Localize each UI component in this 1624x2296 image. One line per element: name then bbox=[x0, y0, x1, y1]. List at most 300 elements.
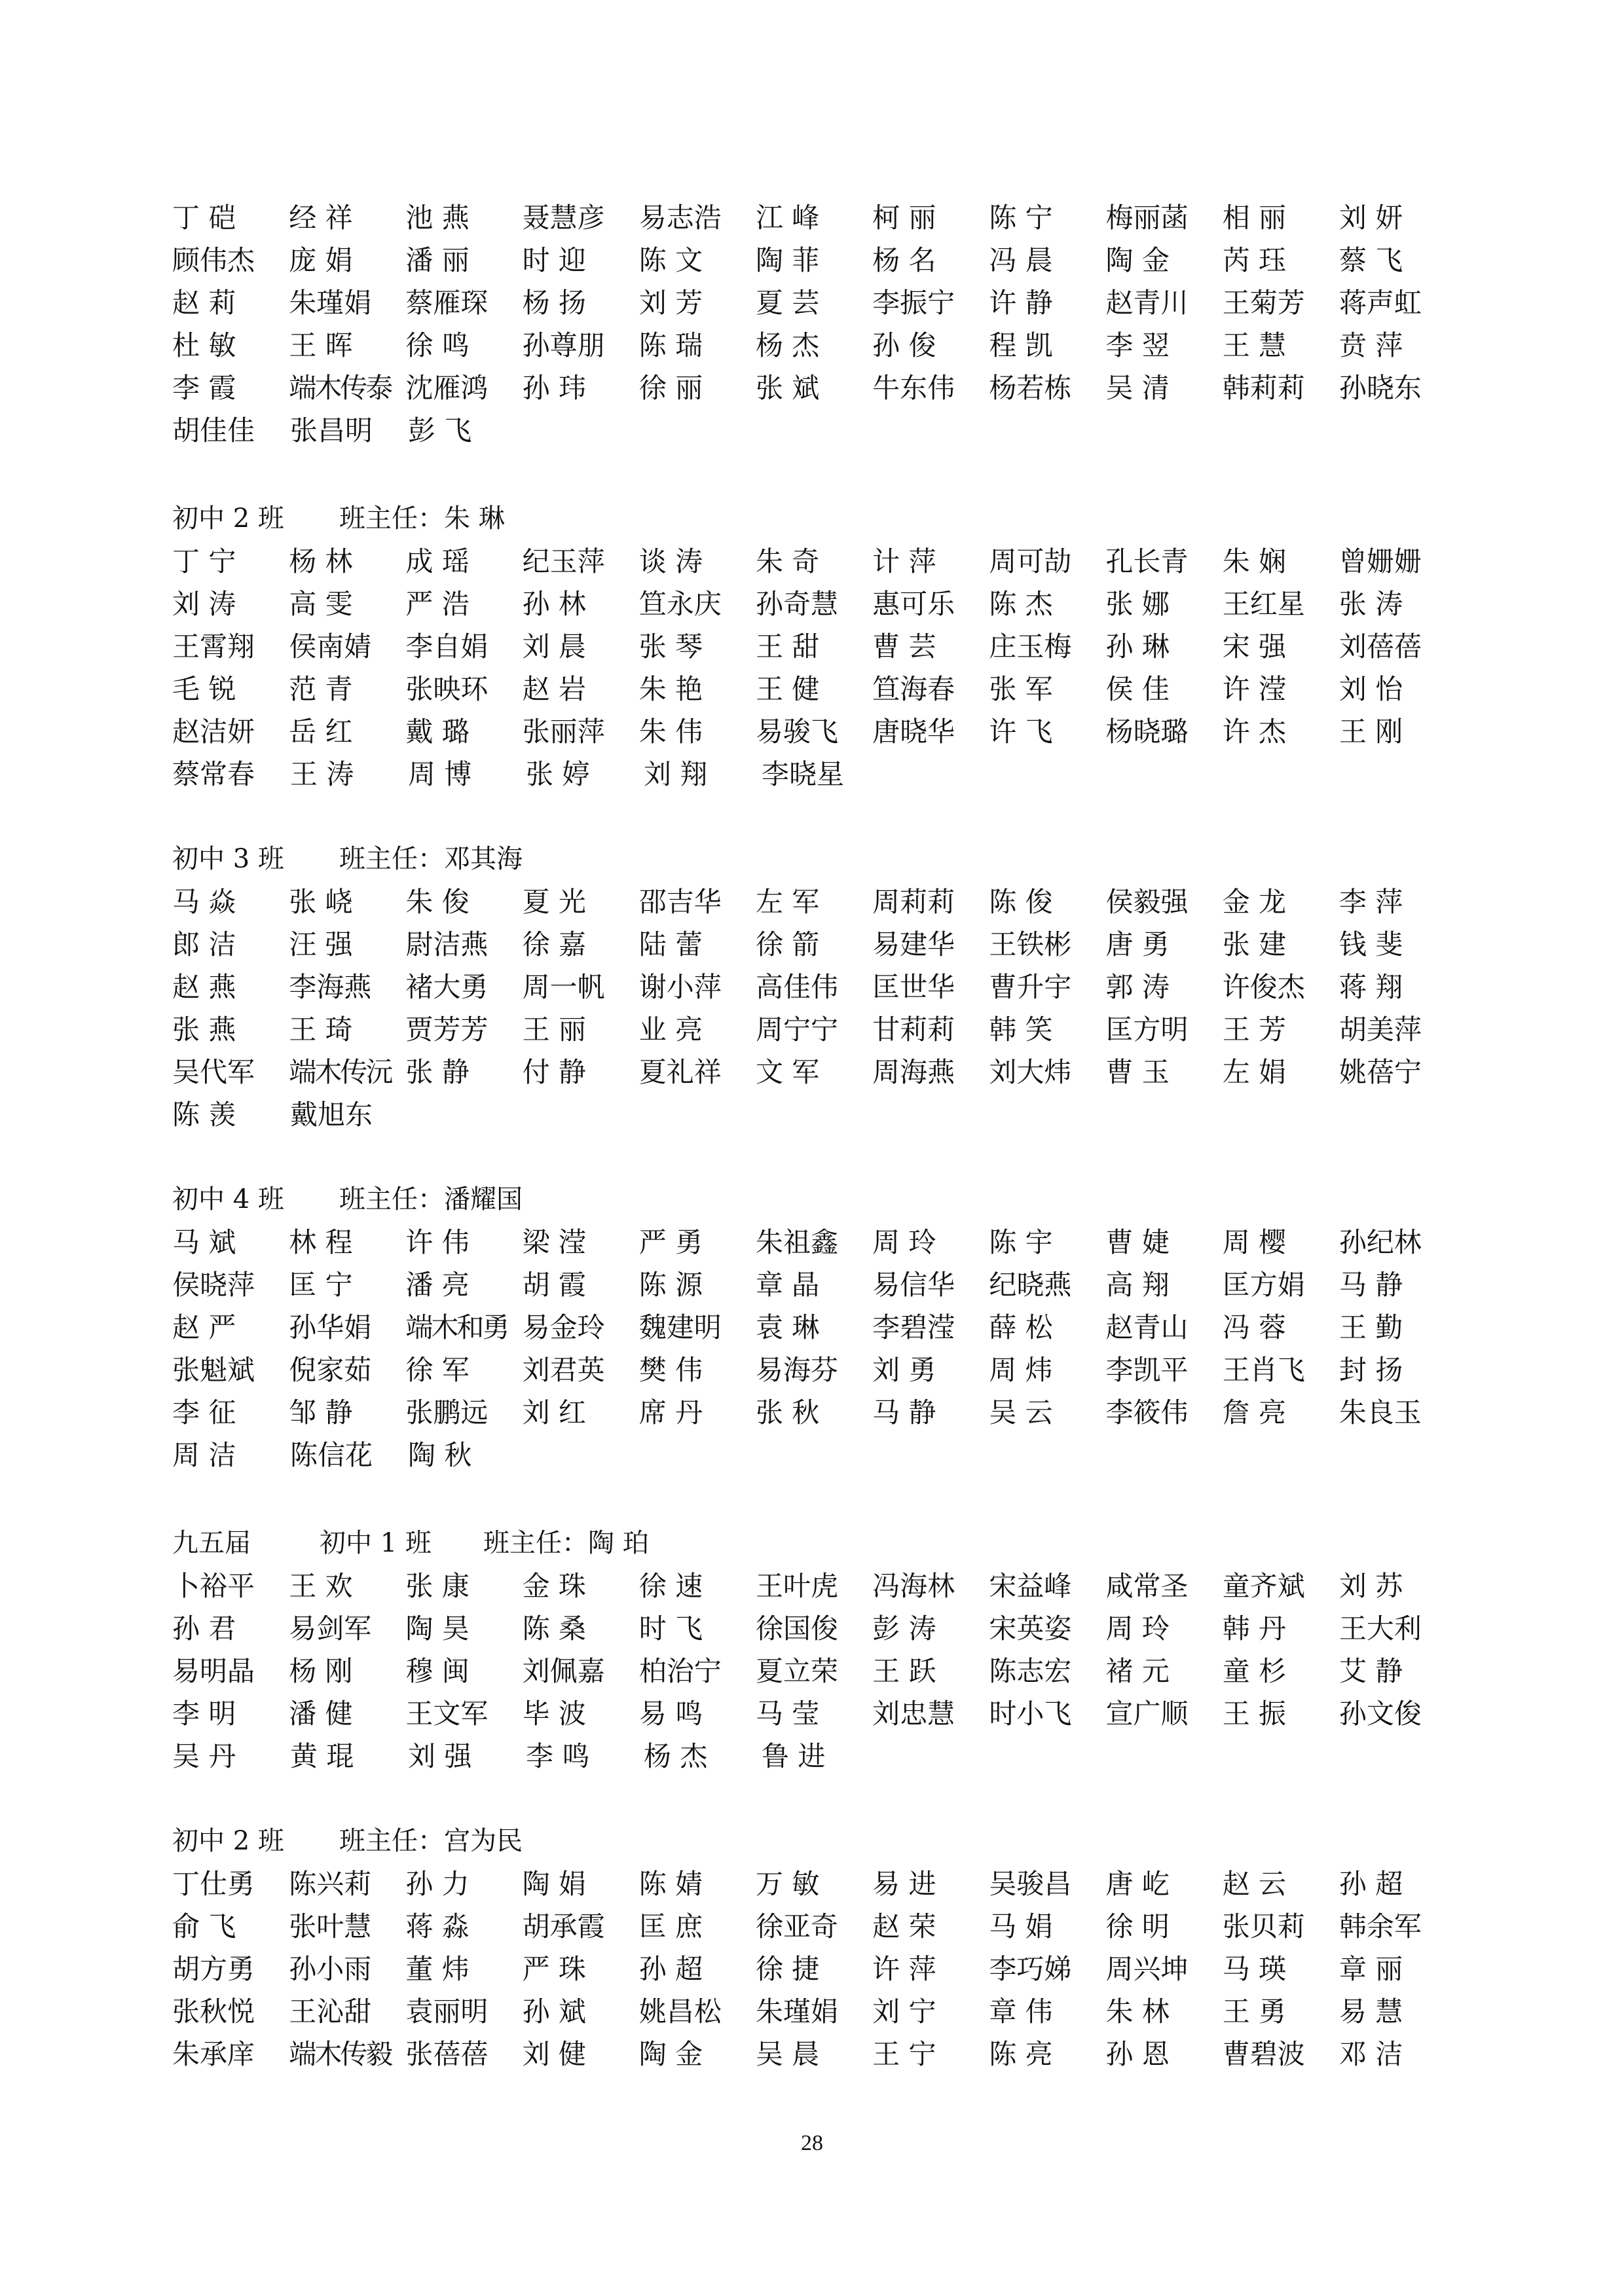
student-name: 唐晓华 bbox=[872, 716, 955, 748]
student-name: 童 杉 bbox=[1222, 1655, 1287, 1687]
class-name: 初中 1 班 bbox=[320, 1528, 432, 1558]
student-row bbox=[172, 753, 1456, 795]
student-name: 席 丹 bbox=[638, 1396, 703, 1429]
student-name: 陶 秋 bbox=[408, 1439, 472, 1471]
student-name: 杨 杰 bbox=[755, 329, 820, 361]
student-name: 徐 捷 bbox=[755, 1953, 820, 1985]
student-name: 张魁斌 bbox=[172, 1354, 255, 1386]
student-name: 吴 云 bbox=[989, 1396, 1053, 1429]
student-name: 夏礼祥 bbox=[638, 1056, 722, 1088]
student-name: 周可劼 bbox=[989, 545, 1072, 577]
student-name: 宋 强 bbox=[1222, 630, 1287, 663]
student-name: 易信华 bbox=[872, 1269, 955, 1301]
student-name: 孙 俊 bbox=[872, 329, 936, 361]
student-name: 彭 涛 bbox=[872, 1613, 936, 1645]
student-row bbox=[172, 1306, 1456, 1349]
student-name: 江 峰 bbox=[755, 202, 820, 234]
student-name: 易金玲 bbox=[522, 1311, 605, 1343]
student-name: 端木和勇 bbox=[405, 1311, 508, 1343]
student-name: 马 斌 bbox=[172, 1226, 236, 1258]
student-name: 刘 健 bbox=[522, 2038, 586, 2070]
student-name: 柏治宁 bbox=[638, 1655, 722, 1687]
student-row bbox=[172, 2033, 1456, 2075]
student-name: 王 甜 bbox=[755, 630, 820, 663]
student-name: 陈 杰 bbox=[989, 588, 1053, 620]
student-name: 朱承庠 bbox=[172, 2038, 255, 2070]
homeroom-teacher: 班主任：宫为民 bbox=[339, 1826, 523, 1856]
student-name: 曾姗姗 bbox=[1338, 545, 1422, 577]
student-name: 张 燕 bbox=[172, 1013, 236, 1046]
student-row bbox=[172, 966, 1456, 1008]
student-name: 周兴坤 bbox=[1105, 1953, 1189, 1985]
student-name: 章 丽 bbox=[1338, 1953, 1403, 1985]
student-name: 刘 翔 bbox=[644, 758, 708, 790]
student-name: 杨 名 bbox=[872, 244, 936, 276]
student-name: 顾伟杰 bbox=[172, 244, 255, 276]
student-name: 高 雯 bbox=[289, 588, 353, 620]
student-name: 韩余军 bbox=[1338, 1910, 1422, 1942]
student-name: 纪玉萍 bbox=[522, 545, 605, 577]
student-name: 邹 静 bbox=[289, 1396, 353, 1429]
student-name: 文 军 bbox=[755, 1056, 820, 1088]
student-name: 李 翌 bbox=[1105, 329, 1170, 361]
student-name: 易 慧 bbox=[1338, 1995, 1403, 2028]
student-row bbox=[172, 668, 1456, 710]
student-name: 付 静 bbox=[522, 1056, 586, 1088]
student-name: 徐 速 bbox=[638, 1570, 703, 1602]
student-name: 周 炜 bbox=[989, 1354, 1053, 1386]
student-name: 徐 军 bbox=[405, 1354, 470, 1386]
student-name: 董 炜 bbox=[405, 1953, 470, 1985]
homeroom-teacher: 班主任：朱 琳 bbox=[339, 503, 505, 534]
student-name: 陈 婧 bbox=[638, 1868, 703, 1900]
student-name: 马 静 bbox=[1338, 1269, 1403, 1301]
student-name: 易 鸣 bbox=[638, 1698, 703, 1730]
student-name: 高 翔 bbox=[1105, 1269, 1170, 1301]
student-name: 王 刚 bbox=[1338, 716, 1403, 748]
student-name: 王菊芳 bbox=[1222, 287, 1305, 319]
student-name: 端木传沅 bbox=[289, 1056, 392, 1088]
student-name: 杨晓璐 bbox=[1105, 716, 1189, 748]
student-name: 蔡 飞 bbox=[1338, 244, 1403, 276]
student-name: 张鹏远 bbox=[405, 1396, 489, 1429]
student-name: 郭 涛 bbox=[1105, 971, 1170, 1003]
student-name: 许 滢 bbox=[1222, 673, 1287, 705]
student-name: 韩莉莉 bbox=[1222, 372, 1305, 404]
student-row bbox=[172, 1990, 1456, 2033]
class-name: 初中 4 班 bbox=[172, 1184, 284, 1214]
student-name: 倪家茹 bbox=[289, 1354, 372, 1386]
student-name: 端木传毅 bbox=[289, 2038, 392, 2070]
student-name: 邵吉华 bbox=[638, 886, 722, 918]
student-name: 陆 蕾 bbox=[638, 928, 703, 960]
student-name: 孙 力 bbox=[405, 1868, 470, 1900]
student-name: 张 琴 bbox=[638, 630, 703, 663]
student-name: 李凯平 bbox=[1105, 1354, 1189, 1386]
student-name: 邓 洁 bbox=[1338, 2038, 1403, 2070]
student-name: 马 焱 bbox=[172, 886, 236, 918]
student-name: 笪永庆 bbox=[638, 588, 722, 620]
student-name: 朱祖鑫 bbox=[755, 1226, 838, 1258]
student-name: 鲁 进 bbox=[762, 1740, 826, 1772]
student-name: 张 军 bbox=[989, 673, 1053, 705]
student-name: 王叶虎 bbox=[755, 1570, 838, 1602]
student-name: 刘蓓蓓 bbox=[1338, 630, 1422, 663]
student-name: 蒋 淼 bbox=[405, 1910, 470, 1942]
student-name: 王文军 bbox=[405, 1698, 489, 1730]
student-name: 王 欢 bbox=[289, 1570, 353, 1602]
student-name: 孙文俊 bbox=[1338, 1698, 1422, 1730]
student-name: 袁丽明 bbox=[405, 1995, 489, 2028]
student-name: 王 涛 bbox=[290, 758, 354, 790]
student-row bbox=[172, 324, 1456, 367]
student-name: 毛 锐 bbox=[172, 673, 236, 705]
student-name: 赵 严 bbox=[172, 1311, 236, 1343]
student-name: 李 征 bbox=[172, 1396, 236, 1429]
student-name: 周 玲 bbox=[872, 1226, 936, 1258]
student-name: 张 康 bbox=[405, 1570, 470, 1602]
student-name: 时小飞 bbox=[989, 1698, 1072, 1730]
student-name: 王 跃 bbox=[872, 1655, 936, 1687]
student-name: 郎 洁 bbox=[172, 928, 236, 960]
student-row bbox=[172, 239, 1456, 282]
student-name: 赵 云 bbox=[1222, 1868, 1287, 1900]
student-name: 钱 斐 bbox=[1338, 928, 1403, 960]
student-name: 宣广顺 bbox=[1105, 1698, 1189, 1730]
student-name: 唐 勇 bbox=[1105, 928, 1170, 960]
student-name: 樊 伟 bbox=[638, 1354, 703, 1386]
student-row bbox=[172, 1650, 1456, 1692]
student-name: 吴代军 bbox=[172, 1056, 255, 1088]
student-name: 袁 琳 bbox=[755, 1311, 820, 1343]
student-name: 陈 俊 bbox=[989, 886, 1053, 918]
student-name: 曹升宇 bbox=[989, 971, 1072, 1003]
student-name: 许 萍 bbox=[872, 1953, 936, 1985]
student-name: 穆 闽 bbox=[405, 1655, 470, 1687]
student-name: 咸常圣 bbox=[1105, 1570, 1189, 1602]
student-name: 孙 超 bbox=[1338, 1868, 1403, 1900]
student-name: 刘 红 bbox=[522, 1396, 586, 1429]
homeroom-teacher: 班主任：陶 珀 bbox=[483, 1528, 649, 1558]
student-name: 胡佳佳 bbox=[172, 414, 255, 446]
student-name: 赵青山 bbox=[1105, 1311, 1189, 1343]
student-name: 孙 林 bbox=[522, 588, 586, 620]
student-name: 王 宁 bbox=[872, 2038, 936, 2070]
student-name: 戴 璐 bbox=[405, 716, 470, 748]
student-row bbox=[172, 923, 1456, 966]
student-name: 韩 笑 bbox=[989, 1013, 1053, 1046]
student-name: 朱 伟 bbox=[638, 716, 703, 748]
student-name: 匡 庶 bbox=[638, 1910, 703, 1942]
student-row bbox=[172, 1863, 1456, 1905]
student-name: 夏 芸 bbox=[755, 287, 820, 319]
student-name: 夏立荣 bbox=[755, 1655, 838, 1687]
student-row bbox=[172, 1692, 1456, 1735]
student-name: 刘佩嘉 bbox=[522, 1655, 605, 1687]
student-name: 张丽萍 bbox=[522, 716, 605, 748]
student-name: 徐亚奇 bbox=[755, 1910, 838, 1942]
student-name: 蒋 翔 bbox=[1338, 971, 1403, 1003]
student-name: 程 凯 bbox=[989, 329, 1053, 361]
student-name: 胡方勇 bbox=[172, 1953, 255, 1985]
student-name: 赵 燕 bbox=[172, 971, 236, 1003]
class-section bbox=[172, 1522, 1456, 1777]
student-name: 庄玉梅 bbox=[989, 630, 1072, 663]
student-name: 孙 玮 bbox=[522, 372, 586, 404]
student-name: 詹 亮 bbox=[1222, 1396, 1287, 1429]
student-name: 李 萍 bbox=[1338, 886, 1403, 918]
student-name: 张 静 bbox=[405, 1056, 470, 1088]
student-name: 陈 宇 bbox=[989, 1226, 1053, 1258]
student-name: 朱瑾娟 bbox=[755, 1995, 838, 2028]
student-name: 周宁宁 bbox=[755, 1013, 838, 1046]
student-name: 徐 鸣 bbox=[405, 329, 470, 361]
student-name: 孙晓东 bbox=[1338, 372, 1422, 404]
student-name: 朱 艳 bbox=[638, 673, 703, 705]
student-name: 马 瑛 bbox=[1222, 1953, 1287, 1985]
student-name: 周 博 bbox=[408, 758, 472, 790]
student-name: 尉洁燕 bbox=[405, 928, 489, 960]
student-name: 王红星 bbox=[1222, 588, 1305, 620]
student-name: 易海芬 bbox=[755, 1354, 838, 1386]
student-name: 张昌明 bbox=[290, 414, 373, 446]
student-name: 吴 晨 bbox=[755, 2038, 820, 2070]
student-name: 侯南婧 bbox=[289, 630, 372, 663]
student-name: 谈 涛 bbox=[638, 545, 703, 577]
student-name: 侯晓萍 bbox=[172, 1269, 255, 1301]
student-name: 相 丽 bbox=[1222, 202, 1287, 234]
student-row bbox=[172, 1434, 1456, 1476]
student-row bbox=[172, 1264, 1456, 1306]
student-name: 胡 霞 bbox=[522, 1269, 586, 1301]
student-name: 赵 荣 bbox=[872, 1910, 936, 1942]
student-name: 许 伟 bbox=[405, 1226, 470, 1258]
student-name: 刘 怡 bbox=[1338, 673, 1403, 705]
student-name: 杨若栋 bbox=[989, 372, 1072, 404]
student-name: 王铁彬 bbox=[989, 928, 1072, 960]
student-name: 孔长青 bbox=[1105, 545, 1189, 577]
student-name: 徐 箭 bbox=[755, 928, 820, 960]
student-name: 王肖飞 bbox=[1222, 1354, 1305, 1386]
student-name: 吴 清 bbox=[1105, 372, 1170, 404]
student-name: 孙 琳 bbox=[1105, 630, 1170, 663]
student-name: 彭 飞 bbox=[408, 414, 472, 446]
student-name: 孙尊朋 bbox=[522, 329, 605, 361]
student-name: 黄 琨 bbox=[290, 1740, 354, 1772]
student-name: 杨 林 bbox=[289, 545, 353, 577]
student-row bbox=[172, 1948, 1456, 1990]
student-name: 马 娟 bbox=[989, 1910, 1053, 1942]
student-name: 张 建 bbox=[1222, 928, 1287, 960]
student-name: 刘君英 bbox=[522, 1354, 605, 1386]
student-name: 刘 苏 bbox=[1338, 1570, 1403, 1602]
class-name: 初中 2 班 bbox=[172, 1826, 284, 1856]
student-name: 张 涛 bbox=[1338, 588, 1403, 620]
class-name: 初中 2 班 bbox=[172, 503, 284, 534]
student-name: 周一帆 bbox=[522, 971, 605, 1003]
student-name: 李晓星 bbox=[762, 758, 845, 790]
student-name: 张 秋 bbox=[755, 1396, 820, 1429]
student-name: 经 祥 bbox=[289, 202, 353, 234]
student-name: 万 敏 bbox=[755, 1868, 820, 1900]
student-name: 杜 敏 bbox=[172, 329, 236, 361]
page-number: 28 bbox=[801, 2131, 823, 2155]
student-name: 高佳伟 bbox=[755, 971, 838, 1003]
student-name: 艾 静 bbox=[1338, 1655, 1403, 1687]
student-name: 陈 桑 bbox=[522, 1613, 586, 1645]
student-name: 孙 恩 bbox=[1105, 2038, 1170, 2070]
student-name: 吴骏昌 bbox=[989, 1868, 1072, 1900]
graduation-year: 九五届 bbox=[172, 1528, 251, 1558]
student-name: 王大利 bbox=[1338, 1613, 1422, 1645]
student-name: 朱瑾娟 bbox=[289, 287, 372, 319]
student-name: 计 萍 bbox=[872, 545, 936, 577]
class-header bbox=[172, 1178, 1456, 1221]
student-name: 芮 珏 bbox=[1222, 244, 1287, 276]
class-name: 初中 3 班 bbox=[172, 844, 284, 874]
student-name: 张蓓蓓 bbox=[405, 2038, 489, 2070]
student-name: 刘 晨 bbox=[522, 630, 586, 663]
student-name: 谢小萍 bbox=[638, 971, 722, 1003]
student-name: 吴 丹 bbox=[172, 1740, 236, 1772]
student-name: 张 婷 bbox=[526, 758, 590, 790]
student-name: 刘大炜 bbox=[989, 1056, 1072, 1088]
student-name: 曹 芸 bbox=[872, 630, 936, 663]
student-name: 聂慧彦 bbox=[522, 202, 605, 234]
student-name: 韩 丹 bbox=[1222, 1613, 1287, 1645]
student-name: 潘 健 bbox=[289, 1698, 353, 1730]
student-name: 陶 昊 bbox=[405, 1613, 470, 1645]
student-name: 池 燕 bbox=[405, 202, 470, 234]
student-name: 陈信花 bbox=[290, 1439, 373, 1471]
student-name: 潘 丽 bbox=[405, 244, 470, 276]
student-name: 王 琦 bbox=[289, 1013, 353, 1046]
student-row bbox=[172, 367, 1456, 409]
student-name: 李自娟 bbox=[405, 630, 489, 663]
student-name: 王沁甜 bbox=[289, 1995, 372, 2028]
class-header bbox=[172, 498, 1456, 540]
student-row bbox=[172, 282, 1456, 324]
student-row bbox=[172, 1051, 1456, 1093]
student-name: 贲 萍 bbox=[1338, 329, 1403, 361]
student-name: 周海燕 bbox=[872, 1056, 955, 1088]
student-row bbox=[172, 1349, 1456, 1391]
student-name: 蔡常春 bbox=[172, 758, 255, 790]
student-name: 周莉莉 bbox=[872, 886, 955, 918]
student-name: 褚 元 bbox=[1105, 1655, 1170, 1687]
student-name: 刘 涛 bbox=[172, 588, 236, 620]
student-name: 李筱伟 bbox=[1105, 1396, 1189, 1429]
student-name: 左 娟 bbox=[1222, 1056, 1287, 1088]
student-name: 王 勤 bbox=[1338, 1311, 1403, 1343]
student-name: 李 霞 bbox=[172, 372, 236, 404]
student-name: 张叶慧 bbox=[289, 1910, 372, 1942]
student-name: 陶 菲 bbox=[755, 244, 820, 276]
student-name: 姚昌松 bbox=[638, 1995, 722, 2028]
student-name: 刘 勇 bbox=[872, 1354, 936, 1386]
student-name: 童齐斌 bbox=[1222, 1570, 1305, 1602]
student-name: 冯 晨 bbox=[989, 244, 1053, 276]
student-name: 陶 金 bbox=[1105, 244, 1170, 276]
student-name: 匡世华 bbox=[872, 971, 955, 1003]
student-name: 刘忠慧 bbox=[872, 1698, 955, 1730]
student-name: 周 洁 bbox=[172, 1439, 236, 1471]
student-row bbox=[172, 1905, 1456, 1948]
homeroom-teacher: 班主任：潘耀国 bbox=[339, 1184, 523, 1214]
student-name: 戴旭东 bbox=[290, 1099, 373, 1131]
student-name: 侯 佳 bbox=[1105, 673, 1170, 705]
student-name: 陶 金 bbox=[638, 2038, 703, 2070]
student-name: 匡方娟 bbox=[1222, 1269, 1305, 1301]
student-name: 岳 红 bbox=[289, 716, 353, 748]
student-name: 姚蓓宁 bbox=[1338, 1056, 1422, 1088]
student-name: 曹碧波 bbox=[1222, 2038, 1305, 2070]
student-name: 纪晓燕 bbox=[989, 1269, 1072, 1301]
student-name: 杨 刚 bbox=[289, 1655, 353, 1687]
class-section bbox=[172, 838, 1456, 1136]
student-name: 陈 文 bbox=[638, 244, 703, 276]
student-name: 俞 飞 bbox=[172, 1910, 236, 1942]
student-name: 贾芳芳 bbox=[405, 1013, 489, 1046]
student-name: 孙 斌 bbox=[522, 1995, 586, 2028]
student-name: 周 樱 bbox=[1222, 1226, 1287, 1258]
student-name: 易志浩 bbox=[638, 202, 722, 234]
student-name: 柯 丽 bbox=[872, 202, 936, 234]
student-name: 严 浩 bbox=[405, 588, 470, 620]
student-name: 梁 滢 bbox=[522, 1226, 586, 1258]
student-name: 毕 波 bbox=[522, 1698, 586, 1730]
student-name: 王 振 bbox=[1222, 1698, 1287, 1730]
student-name: 刘 强 bbox=[408, 1740, 472, 1772]
student-name: 孙纪林 bbox=[1338, 1226, 1422, 1258]
student-name: 魏建明 bbox=[638, 1311, 722, 1343]
student-name: 张 峣 bbox=[289, 886, 353, 918]
student-name: 李巧娣 bbox=[989, 1953, 1072, 1985]
student-name: 朱 奇 bbox=[755, 545, 820, 577]
student-name: 胡美萍 bbox=[1338, 1013, 1422, 1046]
class-header bbox=[172, 838, 1456, 881]
student-name: 丁 硙 bbox=[172, 202, 236, 234]
student-name: 王 健 bbox=[755, 673, 820, 705]
student-name: 王霄翔 bbox=[172, 630, 255, 663]
student-name: 梅丽菡 bbox=[1105, 202, 1189, 234]
student-name: 侯毅强 bbox=[1105, 886, 1189, 918]
student-name: 陶 娟 bbox=[522, 1868, 586, 1900]
student-name: 牛东伟 bbox=[872, 372, 955, 404]
student-name: 赵 莉 bbox=[172, 287, 236, 319]
student-name: 易 进 bbox=[872, 1868, 936, 1900]
student-name: 马 莹 bbox=[755, 1698, 820, 1730]
student-name: 李 鸣 bbox=[526, 1740, 590, 1772]
student-name: 张贝莉 bbox=[1222, 1910, 1305, 1942]
student-name: 赵 岩 bbox=[522, 673, 586, 705]
student-name: 陈 源 bbox=[638, 1269, 703, 1301]
student-name: 孙 超 bbox=[638, 1953, 703, 1985]
student-row bbox=[172, 881, 1456, 923]
student-name: 丁 宁 bbox=[172, 545, 236, 577]
student-name: 曹 婕 bbox=[1105, 1226, 1170, 1258]
student-name: 左 军 bbox=[755, 886, 820, 918]
student-name: 章 晶 bbox=[755, 1269, 820, 1301]
student-name: 李 明 bbox=[172, 1698, 236, 1730]
student-name: 范 青 bbox=[289, 673, 353, 705]
student-name: 匡方明 bbox=[1105, 1013, 1189, 1046]
student-name: 许 静 bbox=[989, 287, 1053, 319]
student-name: 孙 君 bbox=[172, 1613, 236, 1645]
student-name: 宋英姿 bbox=[989, 1613, 1072, 1645]
student-name: 陈 亮 bbox=[989, 2038, 1053, 2070]
student-name: 易明晶 bbox=[172, 1655, 255, 1687]
